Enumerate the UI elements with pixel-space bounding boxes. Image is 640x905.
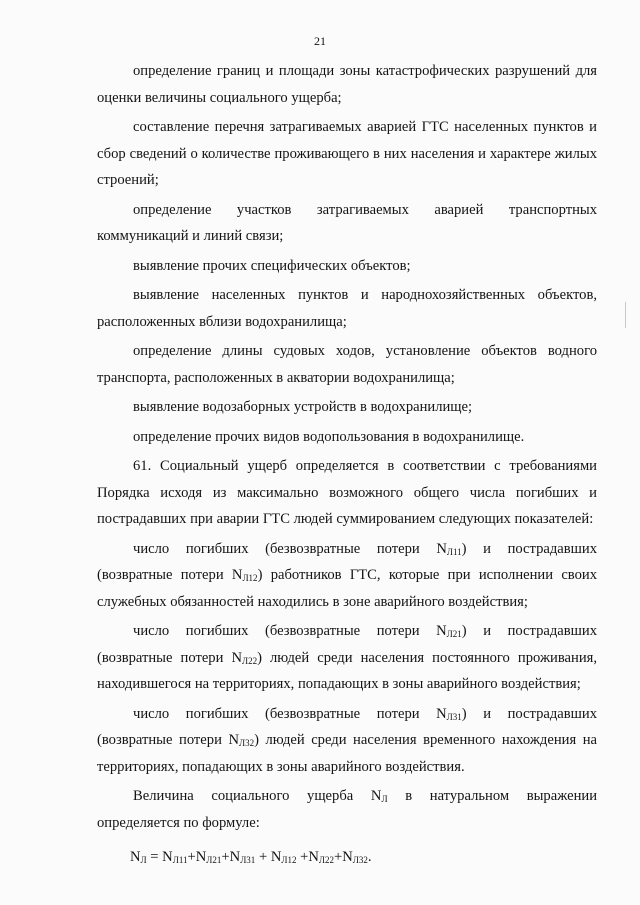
formula-term: +N	[296, 849, 319, 865]
formula-term: +N	[187, 849, 207, 865]
formula-subscript: Л31	[240, 855, 256, 865]
item-text: ) и пострадавших (возвратные потери N	[97, 705, 597, 748]
formula-subscript: Л11	[172, 855, 188, 865]
subscript: Л22	[242, 655, 258, 666]
formula	[97, 844, 597, 870]
list-item	[97, 618, 597, 698]
list-item	[97, 536, 597, 616]
formula-subscript: Л32	[352, 855, 368, 865]
paragraph-4: выявление прочих специфических объектов;	[133, 257, 411, 274]
closing-text: Величина социального ущерба N	[133, 788, 382, 804]
subscript: Л	[381, 794, 388, 804]
formula-term: .	[367, 849, 372, 865]
formula-term: +N	[221, 849, 241, 865]
item-text: ) людей среди населения временного нахождения на территориях, попадающих в зоны аварийного воздействия.	[97, 732, 597, 775]
paragraph-61: 61. Социальный ущерб определяется в соответствии с требованиями Порядка исходя из максимально возможного общего числа погибших и пострадавших при аварии ГТС людей суммированием следующих показателей:	[97, 458, 597, 527]
paragraph-1: определение границ и площади зоны катастрофических разрушений для оценки величины социального ущерба;	[97, 63, 597, 106]
paragraph-5: выявление населенных пунктов и народнохозяйственных объектов, расположенных вблизи водохранилища;	[97, 287, 597, 330]
item-text: ) людей среди населения постоянного проживания, находившегося на территориях, попадающих в зоны аварийного воздействия;	[97, 649, 597, 692]
paragraph-6: определение длины судовых ходов, установление объектов водного транспорта, расположенных в акватории водохранилища;	[97, 343, 597, 386]
item-text: ) и пострадавших (возвратные потери N	[97, 540, 597, 583]
paragraph-3: определение участков затрагиваемых аварией транспортных коммуникаций и линий связи;	[97, 201, 597, 244]
item-text: число погибших (безвозвратные потери N	[133, 540, 447, 557]
item-text: число погибших (безвозвратные потери N	[133, 623, 447, 639]
document-body	[97, 58, 597, 870]
item-text: ) и пострадавших (возвратные потери N	[97, 623, 597, 666]
list-item	[97, 701, 597, 781]
formula-subscript: Л21	[206, 855, 222, 865]
formula-term: +N	[334, 849, 353, 865]
scan-artifact	[625, 302, 626, 328]
formula-term: N	[130, 849, 141, 865]
paragraph-2: составление перечня затрагиваемых аварией ГТС населенных пунктов и сбор сведений о количестве проживающего в них населения и характере жилых строений;	[97, 119, 597, 188]
page-number: 21	[314, 34, 326, 48]
paragraph-8: определение прочих видов водопользования в водохранилище.	[133, 428, 525, 445]
formula-subscript: Л	[140, 855, 147, 865]
formula-term: + N	[255, 849, 282, 865]
subscript: Л11	[446, 546, 462, 557]
formula-subscript: Л12	[281, 855, 297, 865]
item-text: ) работников ГТС, которые при исполнении своих служебных обязанностей находились в зоне аварийного воздействия;	[97, 567, 597, 610]
subscript: Л12	[242, 573, 258, 583]
item-text: число погибших (безвозвратные потери N	[133, 705, 447, 722]
subscript: Л32	[238, 738, 255, 748]
subscript: Л21	[446, 629, 462, 639]
paragraph-7: выявление водозаборных устройств в водохранилище;	[133, 399, 473, 415]
formula-subscript: Л22	[318, 855, 335, 865]
formula-term: = N	[146, 849, 173, 865]
subscript: Л31	[446, 711, 462, 722]
closing-text: в натуральном выражении определяется по формуле:	[97, 788, 598, 831]
closing-paragraph	[97, 783, 597, 836]
